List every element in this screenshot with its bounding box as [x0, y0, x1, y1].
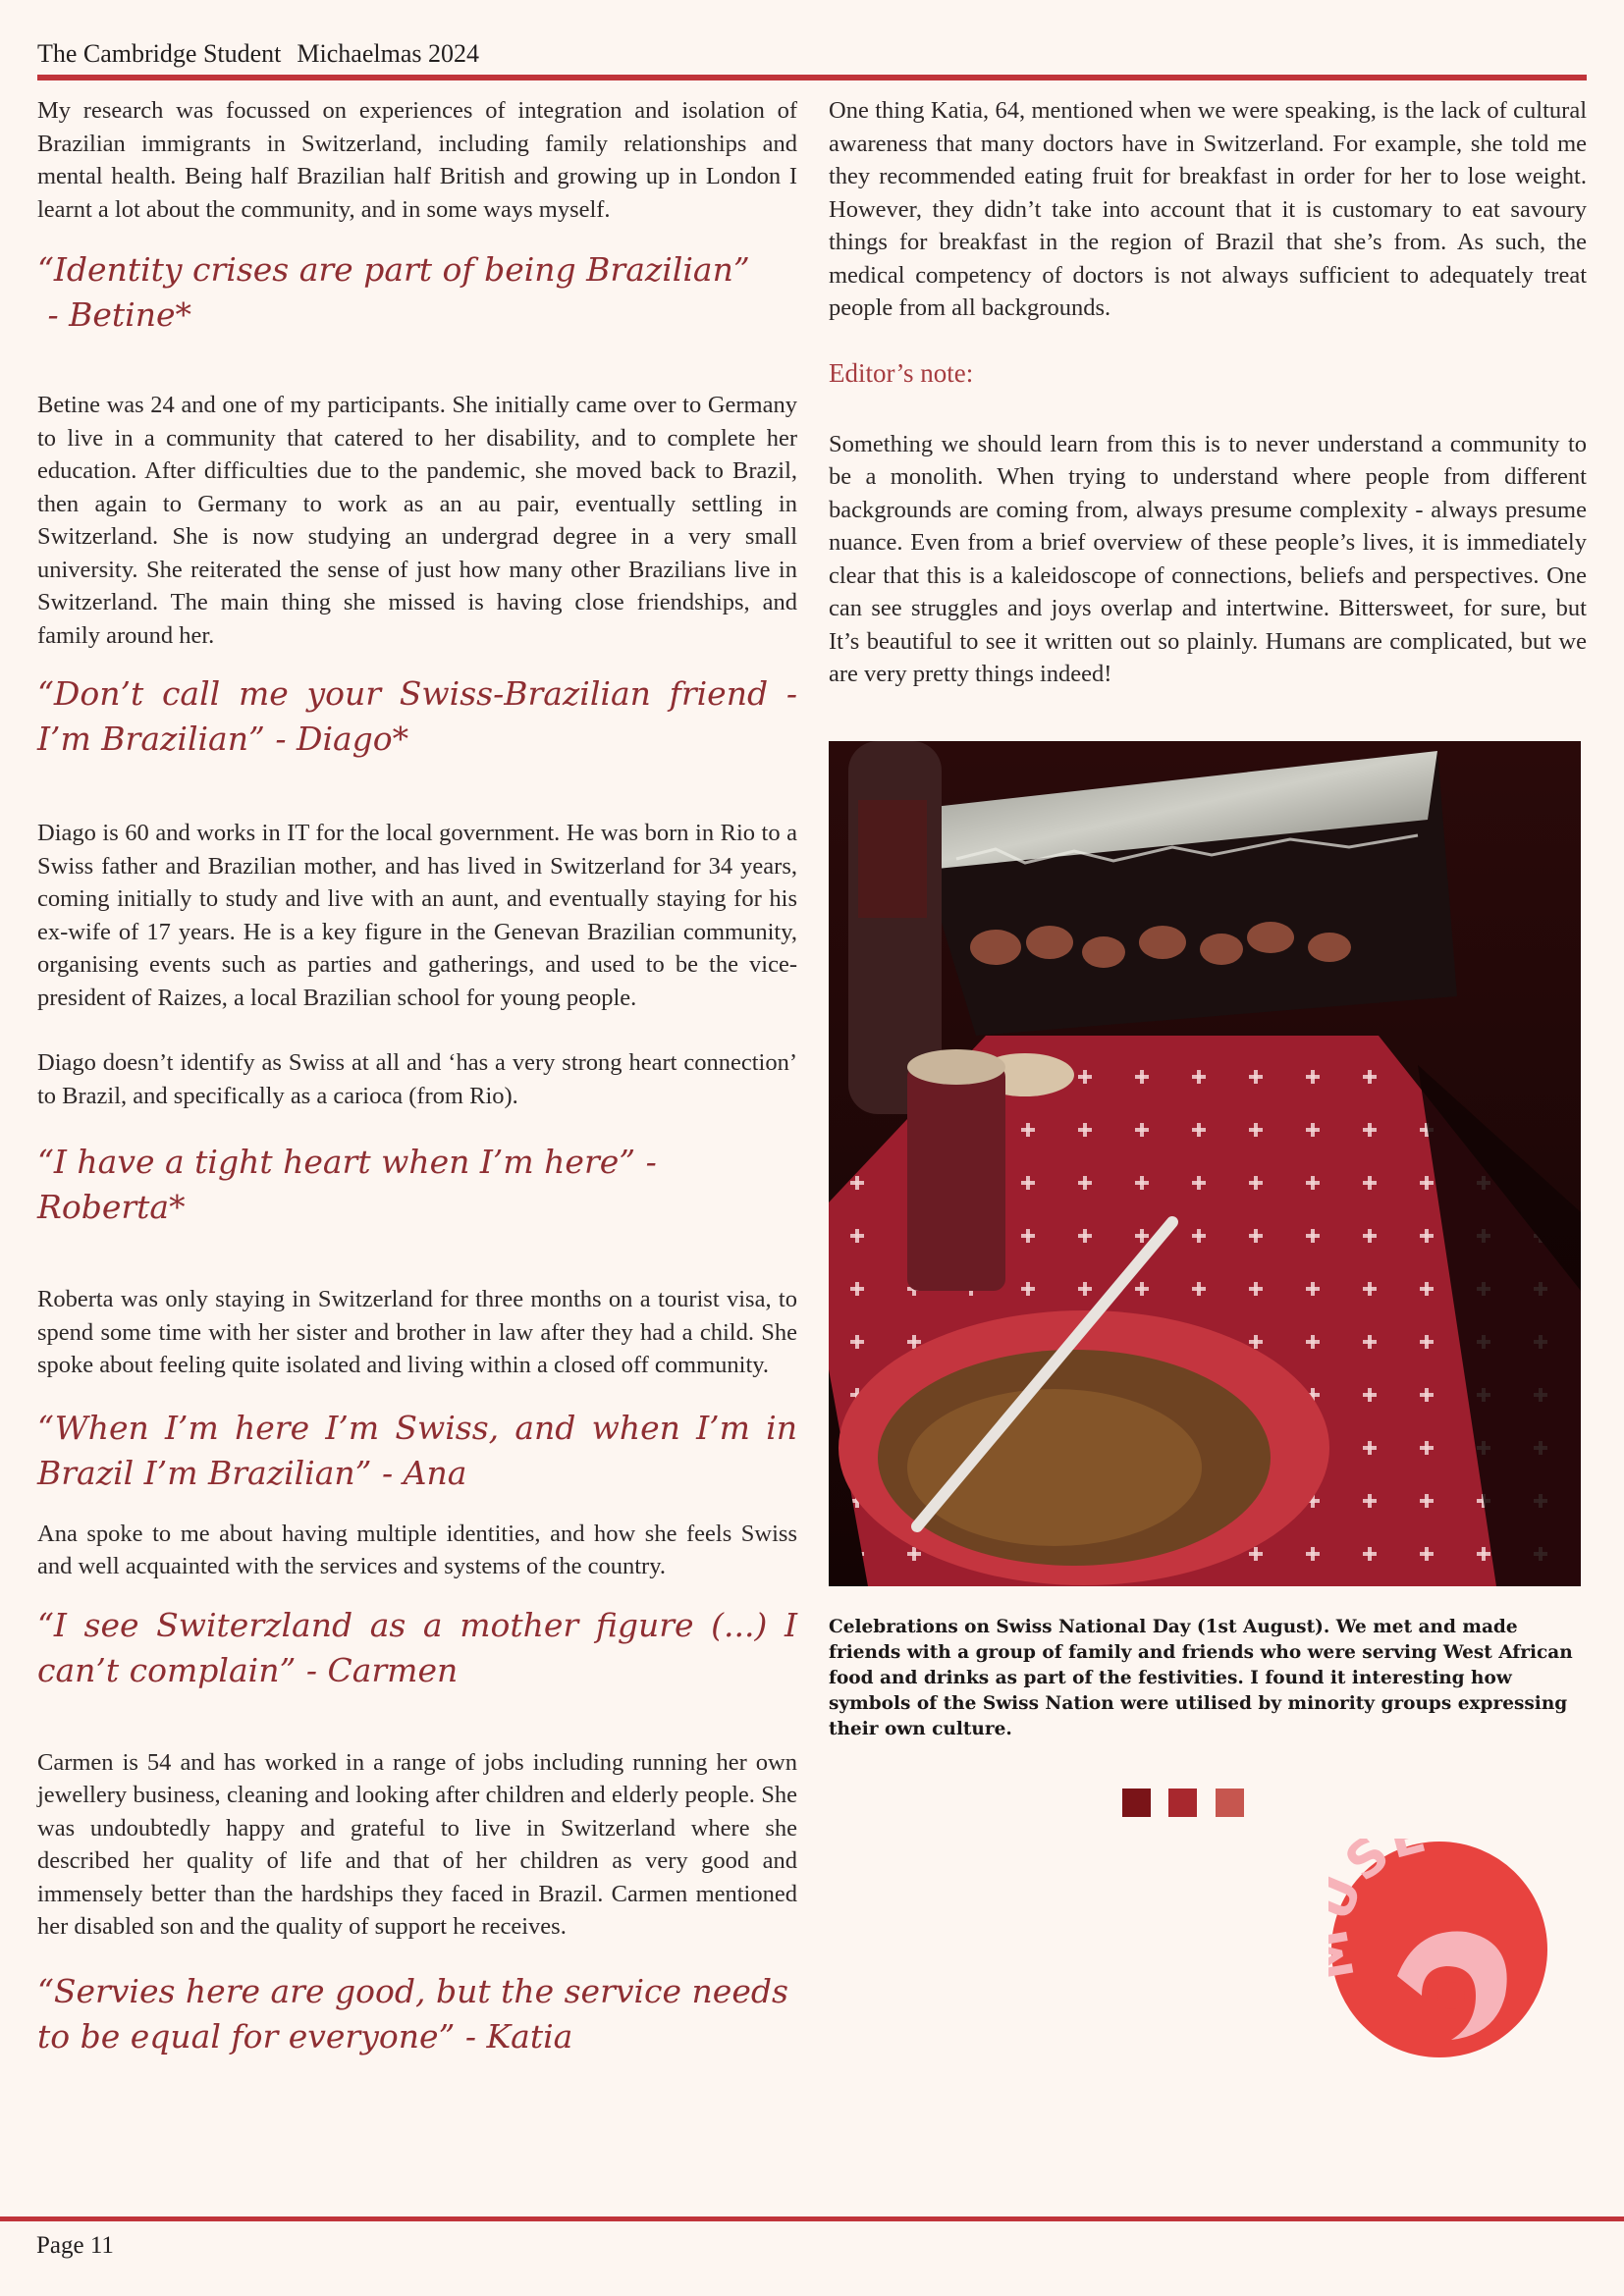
quote-betine	[37, 247, 797, 338]
quote-betine-line1: “Identity crises are part of being Brazilian”	[37, 250, 750, 289]
footer-rule	[0, 2216, 1624, 2221]
issue-label: Michaelmas 2024	[297, 39, 479, 68]
celebration-photo-illustration	[829, 741, 1581, 1586]
roberta-paragraph: Roberta was only staying in Switzerland for three months on a tourist visa, to spend some time with her sister and brother in law after they had a child. She spoke about feeling quite isolated and living within a closed off community.	[37, 1286, 797, 1378]
editor-note-label: Editor’s note:	[829, 357, 974, 388]
right-column	[829, 94, 1587, 691]
square-2	[1168, 1789, 1197, 1817]
header-text	[37, 39, 479, 69]
intro-paragraph: My research was focussed on experiences of integration and isolation of Brazilian immigrants in Switzerland, including family relationships and mental health. Being half Brazilian half British and growing up in London I learnt a lot about the community, and in some ways myself.	[37, 97, 797, 223]
logo-text: S	[1334, 1839, 1403, 1894]
quote-diago: “Don’t call me your Swiss-Brazilian friend - I’m Brazilian” - Diago*	[37, 674, 797, 758]
quote-carmen: “I see Switerzland as a mother figure (...) I can’t complain” - Carmen	[37, 1605, 797, 1689]
betine-paragraph: Betine was 24 and one of my participants. She initially came over to Germany to live in a community that catered to her disability, and to complete her education. After difficulties due to the pandemic, she moved back to Brazil, then again to Germany to work as an au pair, eventually settling in Switzerland. She is now studying an undergrad degree in a very small university. She reiterated the sense of just how many other Brazilians live in Switzerland. The main thing she missed is having close friendships, and family around her.	[37, 392, 797, 649]
page-header	[37, 33, 1587, 80]
quote-roberta: “I have a tight heart when I’m here” - Roberta*	[37, 1143, 657, 1226]
quote-betine-line2: - Betine*	[37, 295, 192, 334]
carmen-paragraph: Carmen is 54 and has worked in a range of jobs including running her own jewellery business, cleaning and looking after children and elderly people. She was undoubtedly happy and grateful to live in Switzerland where she described her quality of life and that of her children as very good and immensely better than the hardships they faced in Brazil. Carmen mentioned her disabled son and the quality of support he receives.	[37, 1748, 797, 1940]
editor-note-paragraph: Something we should learn from this is to never understand a community to be a monolith. When trying to understand where people from different backgrounds are coming from, always presume complexity - always presume nuance. Even from a brief overview of these people’s lives, it is immediately clear that this is a kaleidoscope of connections, beliefs and perspectives. One can see struggles and joys overlap and intertwine. Bittersweet, for sure, but It’s beautiful to see it written out so plainly. Humans are complicated, but we are very pretty things indeed!	[829, 430, 1587, 687]
muse-logo	[1328, 1839, 1550, 2060]
diago-paragraph-2: Diago doesn’t identify as Swiss at all and ‘has a very strong heart connection’ to Brazil, and specifically as a carioca (from Rio).	[37, 1049, 797, 1109]
muse-logo-icon	[1328, 1839, 1550, 2060]
left-column	[37, 94, 797, 2059]
ana-paragraph: Ana spoke to me about having multiple identities, and how she feels Swiss and well acquainted with the services and systems of the country.	[37, 1520, 797, 1579]
square-3	[1216, 1789, 1244, 1817]
quote-ana: “When I’m here I’m Swiss, and when I’m in Brazil I’m Brazilian” - Ana	[37, 1408, 797, 1492]
photo-caption: Celebrations on Swiss National Day (1st August). We met and made friends with a group of family and friends who were serving West African food and drinks as part of the festivities. I found it interesting how symbols of the Swiss Nation were utilised by minority groups expressing their own culture.	[829, 1617, 1573, 1739]
diago-paragraph-1: Diago is 60 and works in IT for the local government. He was born in Rio to a Swiss father and Brazilian mother, and has lived in Switzerland for 34 years, coming initially to study and live with an aunt, and eventually staying for his ex-wife of 17 years. He is a key figure in the Genevan Brazilian community, organising events such as parties and gatherings, and used to be the vice-president of Raizes, a local Brazilian school for young people.	[37, 820, 797, 1011]
square-1	[1122, 1789, 1151, 1817]
page-number: Page 11	[36, 2232, 114, 2259]
celebration-photo	[829, 741, 1581, 1586]
publication-name: The Cambridge Student	[37, 39, 282, 68]
quote-katia: “Servies here are good, but the service needs to be equal for everyone” - Katia	[37, 1971, 788, 2056]
katia-paragraph: One thing Katia, 64, mentioned when we were speaking, is the lack of cultural awareness that many doctors have in Switzerland. For example, she told me they recommended eating fruit for breakfast in order for her to lose weight. However, they didn’t take into account that it is customary to eat savoury things for breakfast in the region of Brazil that she’s from. As such, the medical competency of doctors is not always sufficient to adequately treat people from all backgrounds.	[829, 97, 1587, 321]
